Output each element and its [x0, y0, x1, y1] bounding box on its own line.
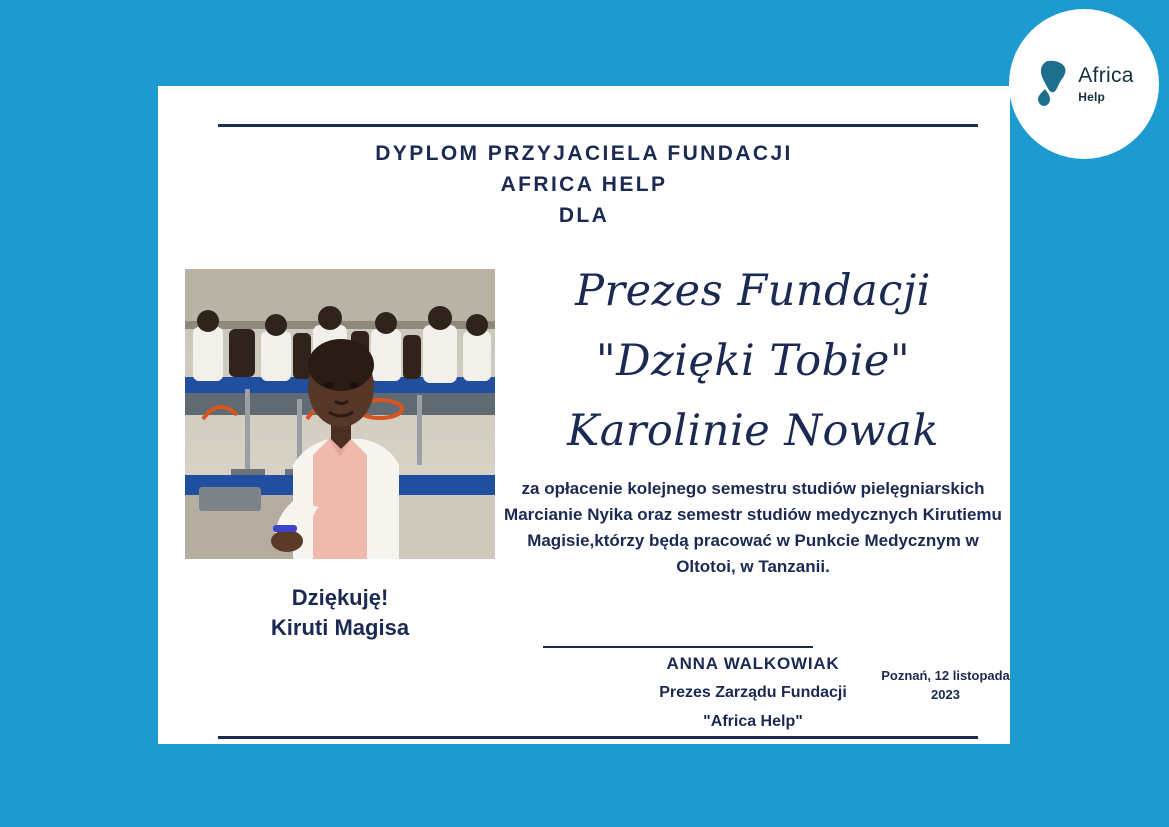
script-line-3: Karolinie Nowak — [567, 406, 939, 456]
script-line-2: "Dzięki Tobie" — [595, 336, 911, 386]
student-in-lab-photo — [185, 269, 495, 559]
logo-name-top: Africa — [1078, 64, 1134, 87]
signature-role-line-2: "Africa Help" — [703, 713, 803, 730]
thanks-line-1: Dziękuję! — [291, 585, 389, 610]
africa-help-logo-badge — [1009, 9, 1159, 159]
heading-line-2: AFRICA HELP — [500, 173, 668, 196]
place-date-line-2: 2023 — [931, 687, 960, 702]
africa-map-droplet-icon — [1034, 59, 1072, 109]
recipient-script-block — [503, 256, 1003, 466]
certificate-heading — [158, 138, 1010, 231]
script-line-1: Prezes Fundacji — [575, 266, 931, 316]
top-divider — [218, 124, 978, 127]
bottom-divider — [218, 736, 978, 739]
thanks-block — [185, 583, 495, 643]
logo-name-bottom: Help — [1078, 90, 1106, 104]
heading-line-3: DLA — [558, 204, 610, 227]
thanks-line-2: Kiruti Magisa — [270, 615, 410, 640]
certificate-body-text: za opłacenie kolejnego semestru studiów pielęgniarskich Marcianie Nyika oraz semestr studiów medycznych Kirutiemu Magisie,którzy będą pracować w Punkcie Medycznym w Oltotoi, w Tanzanii. — [504, 479, 1002, 576]
heading-line-1: DYPLOM PRZYJACIELA FUNDACJI — [375, 142, 793, 165]
signature-name: ANNA WALKOWIAK — [666, 654, 840, 673]
logo-inner — [1034, 59, 1133, 109]
signature-role-line-1: Prezes Zarządu Fundacji — [659, 684, 847, 701]
certificate-card — [158, 86, 1010, 744]
signature-divider — [543, 646, 813, 648]
place-and-date — [848, 666, 1043, 704]
logo-wordmark — [1078, 65, 1133, 103]
place-date-line-1: Poznań, 12 listopada — [881, 668, 1010, 683]
